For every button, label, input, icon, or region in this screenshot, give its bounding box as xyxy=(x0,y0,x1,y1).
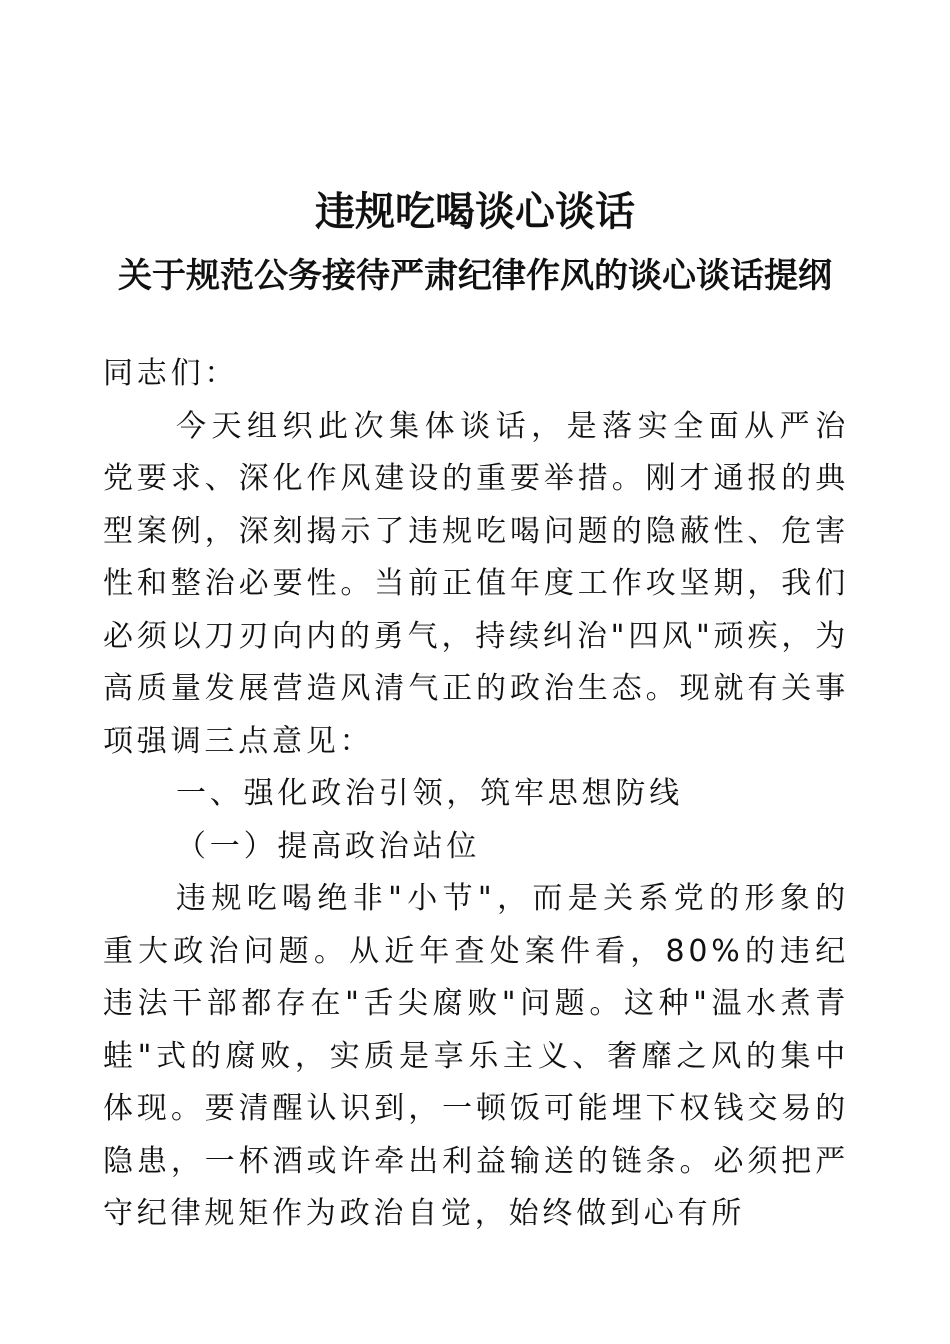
document-subtitle: 关于规范公务接待严肃纪律作风的谈心谈话提纲 xyxy=(118,256,832,296)
subsection-heading: （一）提高政治站位 xyxy=(176,828,481,864)
document-body xyxy=(103,348,849,1241)
document-title: 违规吃喝谈心谈话 xyxy=(315,188,635,235)
body-paragraph: 违规吃喝绝非"小节"，而是关系党的形象的重大政治问题。从近年查处案件看，80%的违纪违法干部都存在"舌尖腐败"问题。这种"温水煮青蛙"式的腐败，实质是享乐主义、奢靡之风的集中体现。要清醒认识到，一顿饭可能埋下权钱交易的隐患，一杯酒或许牵出利益输送的链条。必须把严守纪律规矩作为政治自觉，始终做到心有所 xyxy=(103,881,849,1231)
intro-paragraph: 今天组织此次集体谈话，是落实全面从严治党要求、深化作风建设的重要举措。刚才通报的典型案例，深刻揭示了违规吃喝问题的隐蔽性、危害性和整治必要性。当前正值年度工作攻坚期，我们必须以刀刃向内的勇气，持续纠治"四风"顽疾，为高质量发展营造风清气正的政治生态。现就有关事项强调三点意见： xyxy=(103,408,849,759)
salutation: 同志们： xyxy=(103,356,239,391)
section-heading: 一、强化政治引领，筑牢思想防线 xyxy=(176,776,683,811)
